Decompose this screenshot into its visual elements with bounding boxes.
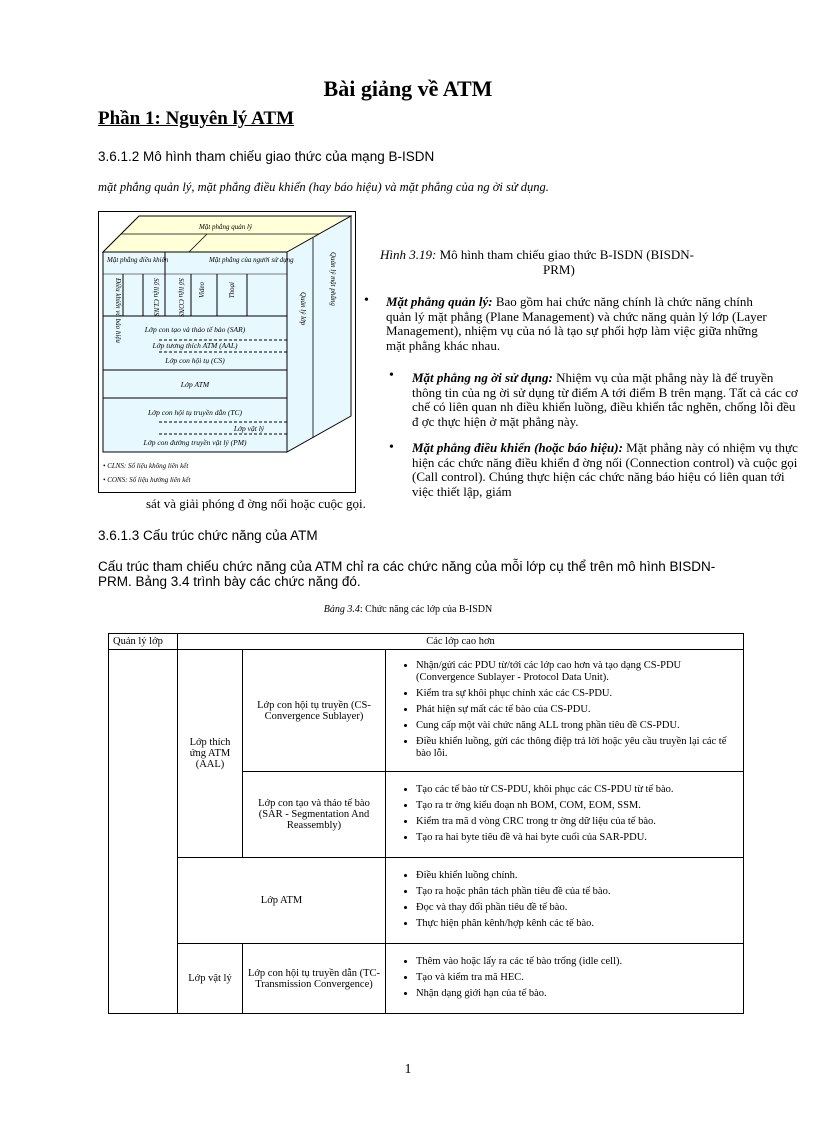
layer-pm: Lớp con đường truyền vật lý (PM): [143, 438, 247, 447]
user-plane-label: Mặt phẳng của người sử dụng: [209, 256, 294, 264]
paragraph-2a: Cấu trúc tham chiếu chức năng của ATM chỉ ra các chức năng của mỗi lớp cụ thể trên mô hình BISDN-: [98, 559, 716, 574]
tc-functions: • Thêm vào hoặc lấy ra các tế bào trống (idle cell). • Tạo và kiểm tra mã HEC. • Nhận dạng giới hạn của tế bào.: [386, 944, 744, 1014]
col-clns: Số liệu CLNS: [152, 278, 160, 316]
layer-aal: Lớp tương thích ATM (AAL): [152, 341, 238, 350]
col-control: Điều khiển và báo hiệu: [114, 278, 122, 343]
atm-cell: Lớp ATM: [178, 858, 386, 944]
part-heading: Phần 1: Nguyên lý ATM: [98, 108, 295, 129]
intro-italic: mặt phẳng quản lý, mặt phẳng điều khiển (hay báo hiệu) và mặt phẳng của ng ời sử dụng.: [98, 180, 549, 194]
bullet-dot: •: [364, 293, 369, 308]
figure-caption: Hình 3.19: Mô hình tham chiếu giao thức B-ISDN (BISDN-: [380, 247, 694, 262]
layer-cs: Lớp con hội tụ (CS): [165, 356, 225, 365]
atm-functions: • Điều khiển luồng chính. • Tạo ra hoặc phân tách phần tiêu đề của tế bào. • Đọc và thay đổi phần tiêu đề tế bào. • Thực hiện phân kênh/hợp kênh các tế bào.: [386, 858, 744, 944]
fig-note-2: • CONS: Số liệu hướng liên kết: [103, 476, 191, 484]
aal-cell: Lớp thích ứng ATM (AAL): [178, 650, 243, 858]
figure-caption-cont: PRM): [543, 262, 575, 277]
section-heading-2: 3.6.1.3 Cấu trúc chức năng của ATM: [98, 528, 318, 543]
header-layer-mgmt: Quản lý lớp: [109, 634, 178, 650]
page-number: 1: [404, 1062, 412, 1077]
document-title: Bài giảng về ATM: [323, 76, 493, 101]
paragraph-2b: PRM. Bảng 3.4 trình bày các chức năng đó.: [98, 574, 361, 589]
sar-functions: • Tạo các tế bào từ CS-PDU, khôi phục các CS-PDU từ tế bào. • Tạo ra tr ờng kiểu đoạn nh BOM, COM, EOM, SSM. • Kiểm tra mã d vòng CRC trong tr ờng dữ liệu của tế bào. • Tạo ra hai byte tiêu đề và hai byte cuối của SAR-PDU.: [386, 772, 744, 858]
col-voice: Thoại: [228, 282, 236, 299]
fig-note-1: • CLNS: Số liệu không liên kết: [103, 462, 189, 470]
protocol-model-figure: [98, 211, 356, 493]
layer-phy: Lớp vật lý: [233, 424, 265, 433]
cs-functions: • Nhận/gửi các PDU từ/tới các lớp cao hơn và tạo dạng CS-PDU (Convergence Sublayer - Protocol Data Unit). • Kiểm tra sự khôi phục chính xác các CS-PDU. • Phát hiện sự mất các tế bào của CS-PDU. • Cung cấp một vài chức năng ALL trong phần tiêu đề CS-PDU. • Điều khiển luồng, gửi các thông điệp trả lời hoặc yêu cầu truyền lại các tế bào lỗi.: [386, 650, 744, 772]
bullet-continuation: sát và giải phóng đ ờng nối hoặc cuộc gọi.: [146, 496, 366, 511]
bullet-dot: •: [389, 440, 394, 455]
layer-atm: Lớp ATM: [180, 380, 210, 389]
phy-cell: Lớp vật lý: [178, 944, 243, 1014]
col-video: Video: [198, 282, 206, 298]
bullet-control-plane: Mặt phẳng điều khiển (hoặc báo hiệu): Mặt phẳng này có nhiệm vụ thực hiện các chức năng điều khiển đ ờng nối (Connection control) và cuộc gọi (Call control). Chúng thực hiện các chức năng báo hiệu có liên quan tới việc thiết lập, giám: [412, 440, 798, 499]
table-caption: Bảng 3.4: Chức năng các lớp của B-ISDN: [323, 604, 493, 615]
bullet-user-plane: Mặt phẳng ng ời sử dụng: Nhiệm vụ của mặt phẳng này là để truyền thông tin của ng ời sử dụng từ điểm A tới điểm B trên mạng. Tất cả các cơ chế có liên quan nh điều khiển luồng, điều khiển tắc nghẽn, chống lỗi đều đ ợc thực hiện ở mặt phẳng này.: [412, 370, 798, 429]
function-table: [108, 633, 744, 1014]
bullet-mgmt-plane: Mặt phẳng quản lý: Bao gồm hai chức năng chính là chức năng chính quản lý mặt phẳng (Plane Management) và chức năng quản lý lớp (Layer Management), nhiệm vụ của nó là tạo sự phối hợp làm việc giữa những mặt phẳng khác nhau.: [386, 294, 767, 353]
side-layer-mgmt: Quản lý lớp: [299, 292, 307, 326]
col-cons: Số liệu CONS: [177, 278, 185, 317]
mgmt-plane-top-label: Mặt phẳng quản lý: [199, 223, 253, 231]
header-higher-layers: Các lớp cao hơn: [178, 634, 744, 650]
sar-cell: Lớp con tạo và tháo tế bào (SAR - Segmentation And Reassembly): [243, 772, 386, 858]
tc-cell: Lớp con hội tụ truyền dẫn (TC- Transmission Convergence): [243, 944, 386, 1014]
section-heading-1: 3.6.1.2 Mô hình tham chiếu giao thức của mạng B-ISDN: [98, 149, 435, 164]
control-plane-label: Mặt phẳng điều khiển: [107, 256, 169, 264]
bullet-dot: •: [389, 368, 394, 383]
cs-cell: Lớp con hội tụ truyền (CS- Convergence Sublayer): [243, 650, 386, 772]
side-plane-mgmt: Quản lý mặt phẳng: [329, 252, 337, 306]
layer-sar: Lớp con tạo và tháo tế bào (SAR): [144, 325, 246, 334]
layer-tc: Lớp con hội tụ truyền dẫn (TC): [148, 408, 242, 417]
